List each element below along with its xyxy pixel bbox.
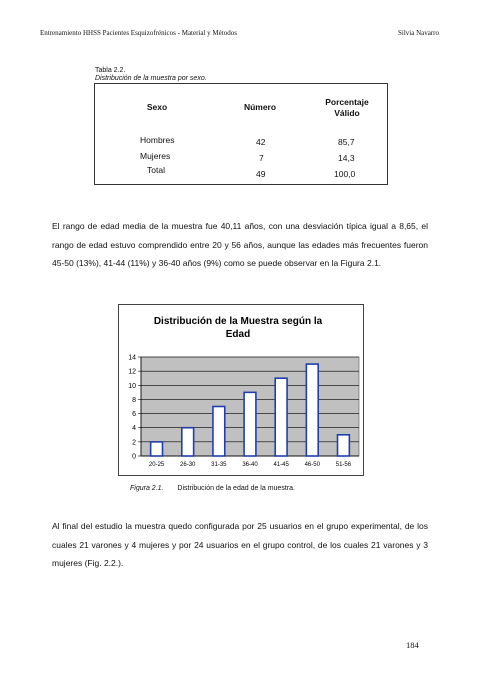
- y-tick-label: 4: [132, 425, 136, 433]
- y-tick-label: 6: [132, 411, 136, 419]
- column-header-porcentaje: [317, 97, 377, 119]
- y-tick-label: 0: [132, 453, 136, 461]
- x-tick-label: 31-35: [211, 462, 227, 468]
- table-cell-pct: 14,3: [338, 153, 355, 163]
- y-tick-label: 8: [132, 396, 136, 404]
- y-tick-label: 14: [128, 354, 136, 362]
- x-tick-label: 20-25: [148, 462, 165, 468]
- x-tick-label: 41-45: [273, 462, 289, 468]
- chart-title-line1: Distribución de la Muestra según la: [153, 316, 323, 327]
- x-tick-label: 51-56: [335, 462, 352, 468]
- column-header-sexo: Sexo: [146, 102, 168, 112]
- paragraph-age-range: El rango de edad media de la muestra fue 40,11 años, con una desviación típica igual a 8,65, el rango de edad estuvo comprendido entre 20 y 56 años, aunque las edades más frecuentes fueron 45-50 (13%), 41-44 (11%) y 36-40 años (9%) como se puede observar en la Figura 2.1.: [52, 221, 428, 268]
- table-cell-numero: 42: [256, 137, 266, 147]
- age-distribution-chart: [118, 304, 364, 476]
- table-cell-sexo: Mujeres: [140, 151, 171, 161]
- figure-caption: [130, 485, 295, 492]
- sex-distribution-table: [94, 83, 388, 185]
- bar: [244, 392, 256, 456]
- page-number: 184: [406, 640, 419, 650]
- bar: [213, 407, 225, 457]
- chart-title-line2: Edad: [225, 329, 251, 340]
- x-tick-label: 46-50: [304, 462, 320, 468]
- y-tick-label: 2: [132, 439, 136, 447]
- paragraph-final-sample: Al final del estudio la muestra quedo configurada por 25 usuarios en el grupo experimental, de los cuales 21 varones y 4 mujeres y por 24 usuarios en el grupo control, de los cuales 21 varones y 3 mujeres (Fig. 2.2.).: [52, 521, 428, 568]
- table-cell-pct: 85,7: [338, 137, 355, 147]
- table-cell-pct: 100,0: [334, 169, 356, 179]
- bar-chart-svg: [119, 305, 363, 475]
- header-title: Entrenamiento HHSS Pacientes Esquizofrénicos - Material y Métodos: [40, 29, 237, 37]
- bar: [306, 364, 318, 456]
- x-tick-label: 36-40: [242, 462, 258, 468]
- table-subcaption: Distribución de la muestra por sexo.: [95, 75, 207, 82]
- bar: [151, 442, 163, 456]
- header-author: Silvia Navarro: [397, 29, 439, 37]
- table-cell-sexo: Hombres: [140, 135, 175, 145]
- column-header-porcentaje-line2: Válido: [334, 108, 360, 118]
- table-cell-sexo: Total: [147, 165, 165, 175]
- figure-caption-text: Distribución de la edad de la muestra.: [177, 485, 295, 492]
- bar: [338, 435, 350, 456]
- bar: [182, 428, 194, 456]
- y-tick-label: 10: [128, 382, 136, 390]
- bar: [275, 378, 287, 456]
- y-tick-label: 12: [128, 368, 136, 376]
- column-header-numero: Número: [243, 102, 277, 112]
- table-cell-numero: 7: [259, 153, 264, 163]
- column-header-porcentaje-line1: Porcentaje: [325, 97, 369, 107]
- x-tick-label: 26-30: [180, 462, 196, 468]
- table-cell-numero: 49: [256, 169, 266, 179]
- table-number: Tabla 2.2.: [95, 67, 126, 74]
- figure-number: Figura 2.1.: [130, 485, 164, 492]
- table-caption: [95, 67, 207, 83]
